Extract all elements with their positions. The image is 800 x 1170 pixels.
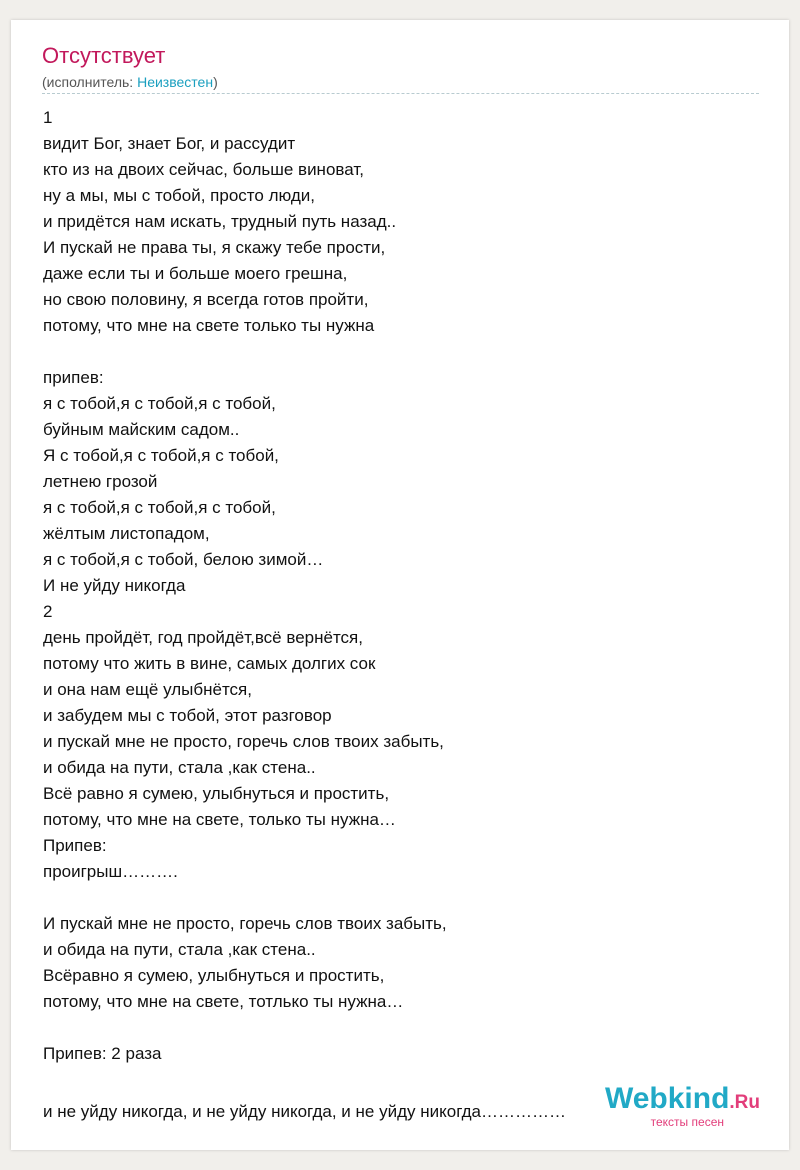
lyrics-line: я с тобой,я с тобой, белою зимой… — [43, 550, 324, 569]
lyrics-line: жёлтым листопадом, — [43, 524, 210, 543]
lyrics-line: даже если ты и больше моего грешна, — [43, 264, 348, 283]
performer-line — [42, 72, 218, 92]
song-title: Отсутствует — [42, 43, 166, 68]
lyrics-line: потому, что мне на свете, тотлько ты нужна… — [43, 992, 404, 1011]
logo-wordmark — [605, 1084, 760, 1118]
lyrics-line: видит Бог, знает Бог, и рассудит — [43, 134, 296, 153]
lyrics-page — [11, 20, 789, 1150]
lyrics-line: и обида на пути, стала ,как стена.. — [43, 758, 316, 777]
lyrics-line: потому, что мне на свете только ты нужна — [43, 316, 375, 335]
lyrics-line: потому что жить в вине, самых долгих сок — [43, 654, 376, 673]
lyrics-line: проигрыш………. — [43, 862, 178, 881]
lyrics-line: Припев: — [43, 836, 107, 855]
lyrics-blank-line — [43, 339, 743, 365]
lyrics-line: и забудем мы с тобой, этот разговор — [43, 706, 332, 725]
lyrics-line: потому, что мне на свете, только ты нужна… — [43, 810, 396, 829]
lyrics-line: но свою половину, я всегда готов пройти, — [43, 290, 369, 309]
lyrics-blank-line — [43, 1015, 743, 1041]
lyrics-line: я с тобой,я с тобой,я с тобой, — [43, 394, 276, 413]
lyrics-line: и она нам ещё улыбнётся, — [43, 680, 252, 699]
lyrics-line: кто из на двоих сейчас, больше виноват, — [43, 160, 364, 179]
lyrics-body — [43, 105, 743, 1125]
lyrics-line: Я с тобой,я с тобой,я с тобой, — [43, 446, 279, 465]
lyrics-line: 1 — [43, 108, 53, 127]
lyrics-line: припев: — [43, 368, 104, 387]
lyrics-line: Всё равно я сумею, улыбнуться и простить, — [43, 784, 390, 803]
lyrics-line: и придётся нам искать, трудный путь назад.. — [43, 212, 397, 231]
lyrics-line: и пускай мне не просто, горечь слов твоих забыть, — [43, 732, 444, 751]
lyrics-line: Всёравно я сумею, улыбнуться и простить, — [43, 966, 385, 985]
lyrics-line: ну а мы, мы с тобой, просто люди, — [43, 186, 315, 205]
logo-brand: Webkind — [604, 1082, 730, 1115]
performer-suffix: ) — [213, 74, 218, 90]
lyrics-line: 2 — [43, 602, 53, 621]
performer-prefix: (исполнитель: — [42, 74, 138, 90]
lyrics-line: и обида на пути, стала ,как стена.. — [43, 940, 316, 959]
performer-link[interactable]: Неизвестен — [137, 74, 214, 90]
site-logo[interactable] — [605, 1084, 760, 1128]
logo-tld: .Ru — [729, 1092, 760, 1113]
lyrics-line: И не уйду никогда — [43, 576, 186, 595]
lyrics-line: буйным майским садом.. — [43, 420, 240, 439]
dashed-divider — [42, 93, 759, 94]
lyrics-line: летнею грозой — [43, 472, 158, 491]
lyrics-line: я с тобой,я с тобой,я с тобой, — [43, 498, 276, 517]
lyrics-line: день пройдёт, год пройдёт,всё вернётся, — [43, 628, 363, 647]
lyrics-line: И пускай мне не просто, горечь слов твоих забыть, — [43, 914, 447, 933]
lyrics-line: и не уйду никогда, и не уйду никогда, и не уйду никогда…………… — [43, 1102, 566, 1121]
lyrics-line: И пускай не права ты, я скажу тебе прости, — [43, 238, 386, 257]
lyrics-blank-line — [43, 885, 743, 911]
logo-tagline: тексты песен — [650, 1115, 724, 1129]
lyrics-line: Припев: 2 раза — [43, 1044, 162, 1063]
